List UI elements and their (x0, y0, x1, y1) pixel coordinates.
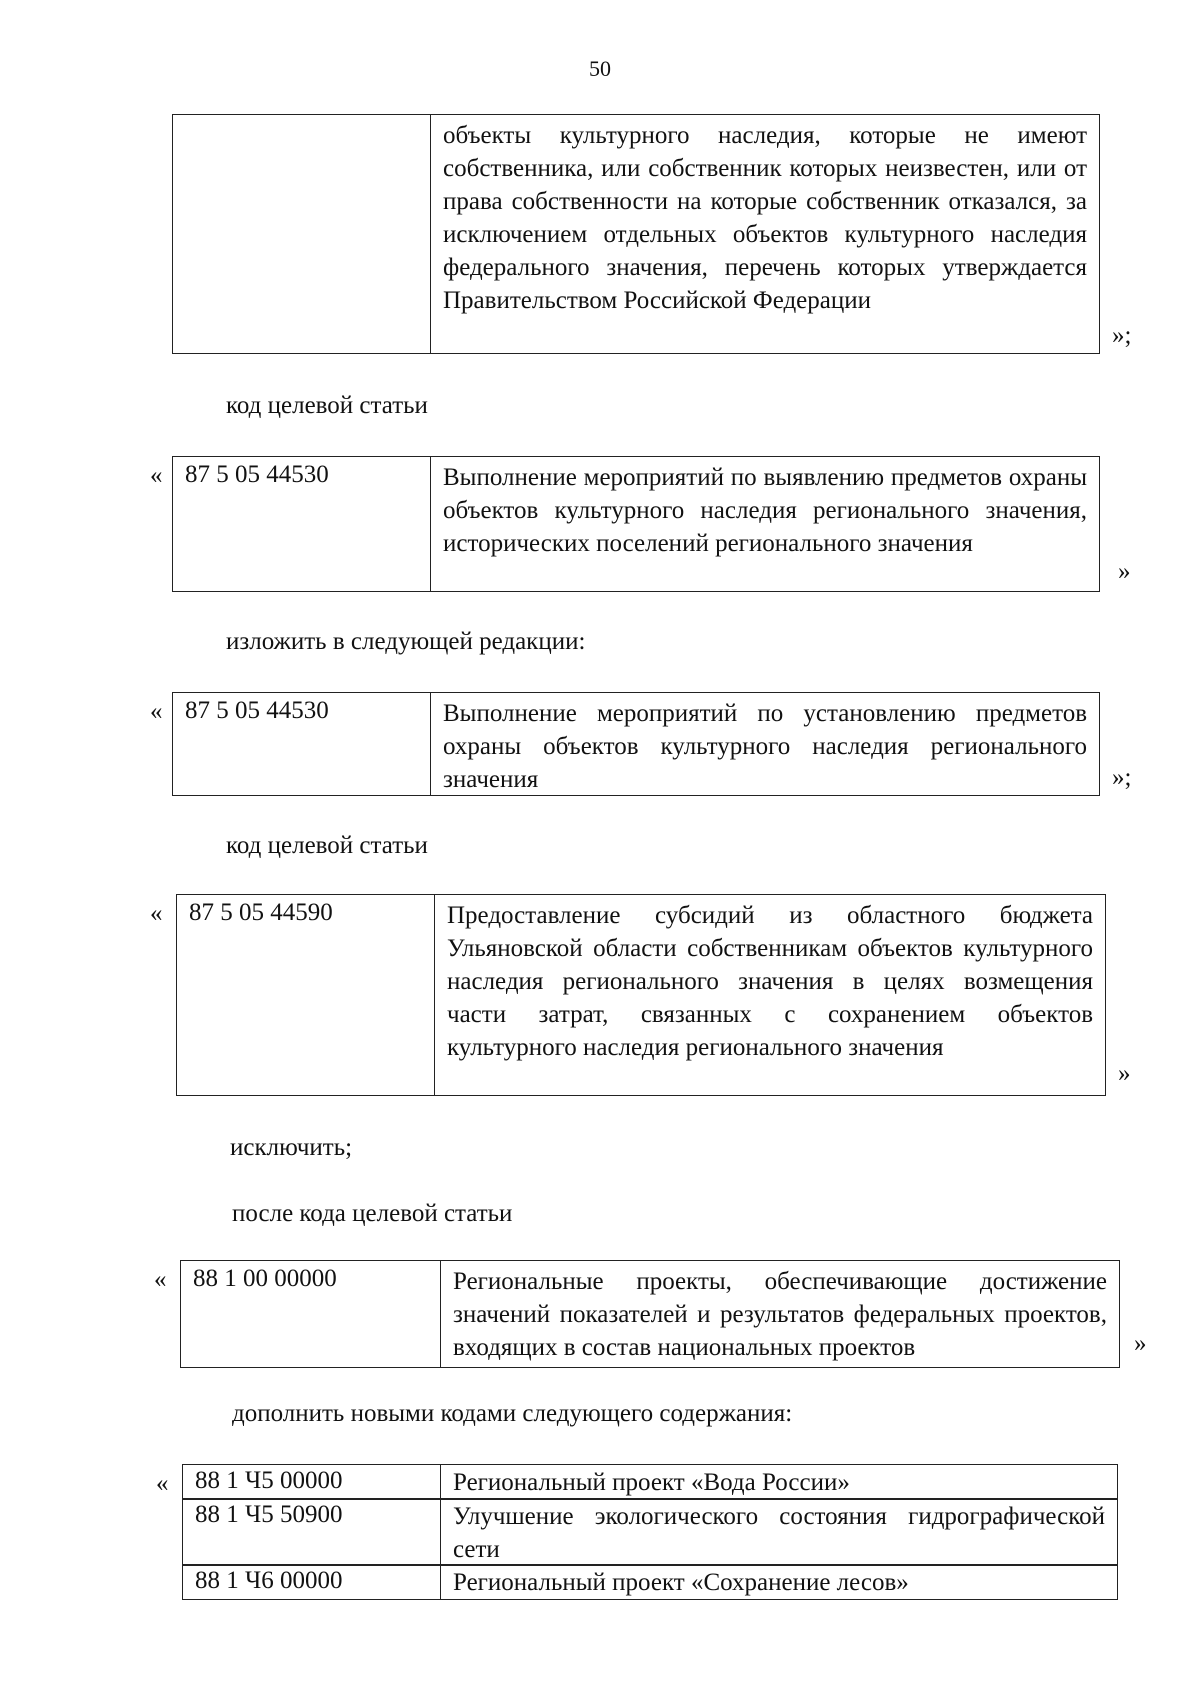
code-cell: 88 1 Ч6 00000 (182, 1564, 440, 1600)
opening-quote: « (150, 698, 163, 725)
table-row (180, 1260, 1120, 1368)
code-cell: 88 1 00 00000 (180, 1260, 440, 1368)
instruction-text: изложить в следующей редакции: (226, 628, 586, 655)
description-cell: Улучшение экологического состояния гидрографической сети (440, 1498, 1118, 1566)
code-cell: 88 1 Ч5 50900 (182, 1498, 440, 1566)
description-cell: Выполнение мероприятий по установлению предметов охраны объектов культурного наследия регионального значения (430, 692, 1100, 796)
instruction-text: после кода целевой статьи (232, 1200, 513, 1227)
closing-quote: » (1118, 558, 1131, 585)
table-row (182, 1564, 1118, 1600)
instruction-text: исключить; (230, 1134, 353, 1161)
opening-quote: « (150, 462, 163, 489)
closing-quote: » (1134, 1330, 1147, 1357)
table-row (182, 1498, 1118, 1566)
description-cell: объекты культурного наследия, которые не имеют собственника, или собственник которых неизвестен, или от права собственности на которые собственник отказался, за исключением отдельных объектов культурного наследия федерального значения, перечень которых утверждается Правительством Российской Федерации (430, 114, 1100, 354)
table-row (176, 894, 1106, 1096)
table-row (172, 456, 1100, 592)
opening-quote: « (150, 900, 163, 927)
page-number: 50 (589, 56, 611, 81)
code-cell: 87 5 05 44590 (176, 894, 434, 1096)
instruction-text: код целевой статьи (226, 832, 428, 859)
instruction-text: дополнить новыми кодами следующего содержания: (232, 1400, 793, 1427)
description-cell: Выполнение мероприятий по выявлению предметов охраны объектов культурного наследия регионального значения, исторических поселений регионального значения (430, 456, 1100, 592)
closing-quote: »; (1112, 322, 1132, 349)
closing-quote: » (1118, 1060, 1131, 1087)
table-row (182, 1464, 1118, 1500)
table-row (172, 114, 1100, 354)
opening-quote: « (154, 1266, 167, 1293)
code-cell: 87 5 05 44530 (172, 456, 430, 592)
description-cell: Региональный проект «Сохранение лесов» (440, 1564, 1118, 1600)
instruction-text: код целевой статьи (226, 392, 428, 419)
closing-quote: »; (1112, 764, 1132, 791)
opening-quote: « (156, 1470, 169, 1497)
description-cell: Предоставление субсидий из областного бюджета Ульяновской области собственникам объектов культурного наследия регионального значения в целях возмещения части затрат, связанных с сохранением объектов культурного наследия регионального значения (434, 894, 1106, 1096)
code-cell-empty (172, 114, 430, 354)
description-cell: Региональные проекты, обеспечивающие достижение значений показателей и результатов федеральных проектов, входящих в состав национальных проектов (440, 1260, 1120, 1368)
table-row (172, 692, 1100, 796)
code-cell: 88 1 Ч5 00000 (182, 1464, 440, 1500)
code-cell: 87 5 05 44530 (172, 692, 430, 796)
description-cell: Региональный проект «Вода России» (440, 1464, 1118, 1500)
